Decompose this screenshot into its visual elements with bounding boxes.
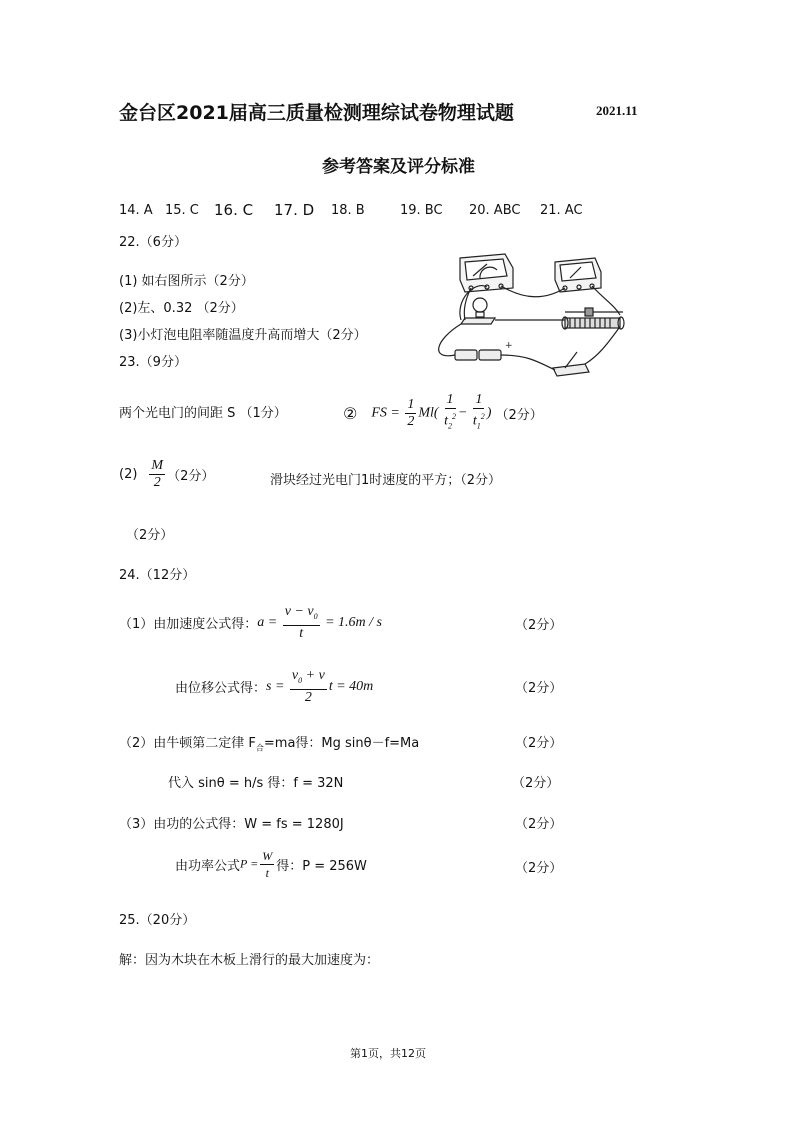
page-footer: 第1页，共12页 xyxy=(350,1047,426,1060)
q24-row-2-text: 由位移公式得： xyxy=(175,681,267,697)
q24-row-4: 代入 sinθ = h/s 得：f = 32N xyxy=(168,776,344,791)
q23-line-2b: 滑块经过光电门1时速度的平方；（2分） xyxy=(270,473,502,488)
mc-answer-17: 17. D xyxy=(274,201,315,219)
q22-heading: 22.（6分） xyxy=(119,235,187,250)
q23-formula-row xyxy=(343,392,543,434)
mc-answer-15: 15. C xyxy=(165,203,199,218)
mc-answer-19: 19. BC xyxy=(400,203,443,218)
switch-icon xyxy=(553,352,589,376)
q24-row-1-text: （1）由加速度公式得： xyxy=(119,617,258,633)
q24-formula-power: P = $\frac{W}{t}$ xyxy=(240,849,273,880)
ammeter-icon xyxy=(555,258,601,292)
svg-text:+: + xyxy=(505,341,513,351)
q23-item-number: ② xyxy=(343,403,358,423)
page-subtitle: 参考答案及评分标准 xyxy=(322,157,475,177)
circuit-diagram xyxy=(425,240,635,390)
q24-row-5-points: （2分） xyxy=(515,817,563,832)
q25-heading: 25.（20分） xyxy=(119,913,196,928)
mc-answer-18: 18. B xyxy=(331,203,365,218)
q24-row-1 xyxy=(119,604,382,642)
q24-row-2-points: （2分） xyxy=(515,681,563,696)
q22-line-3: (3)小灯泡电阻率随温度升高而增大（2分） xyxy=(119,328,367,343)
q23-line-2-prefix: (2) xyxy=(119,467,138,482)
q23-row-2 xyxy=(119,458,214,491)
mc-answer-20: 20. ABC xyxy=(469,203,521,218)
q24-row-4-points: （2分） xyxy=(512,776,560,791)
q23-formula: FS = $\frac{1}{2}$ Ml( $\frac{1}{t_2^2}$ − $\frac{1}{t_1^2}$ ) xyxy=(371,392,492,431)
q23-line-2-points: （2分） xyxy=(167,469,215,484)
q23-line-3: （2分） xyxy=(126,528,174,543)
q24-formula-displacement: s = $\frac{v_0 + v}{2}$ t = 40m xyxy=(266,668,374,705)
q25-line-1: 解：因为木块在木板上滑行的最大加速度为： xyxy=(119,953,380,968)
mc-answer-14: 14. A xyxy=(119,203,153,218)
q23-line-1a: 两个光电门的间距 S （1分） xyxy=(119,406,287,421)
q24-formula-acceleration: a = $\frac{v - v_0}{t}$ = 1.6m / s xyxy=(257,604,383,641)
page-title: 金台区2021届高三质量检测理综试卷物理试题 xyxy=(119,102,514,124)
q23-heading: 23.（9分） xyxy=(119,355,187,370)
q23-formula-m-over-2: $\frac{M}{2}$ xyxy=(151,458,164,490)
q22-line-2: (2)左、0.32 （2分） xyxy=(119,301,244,316)
q24-row-5: （3）由功的公式得：W = fs = 1280J xyxy=(119,817,344,832)
q24-row-1-points: （2分） xyxy=(515,618,563,633)
rheostat-icon xyxy=(562,308,624,329)
q24-row-6: 由功率公式 P = $\frac{W}{t}$ 得：P = 256W xyxy=(175,849,367,880)
mc-answer-16: 16. C xyxy=(214,201,254,219)
q24-row-3: （2）由牛顿第二定律 $F_合=ma$得：Mg sinθ－f=Ma xyxy=(119,736,420,753)
battery-icon xyxy=(455,350,501,360)
mc-answer-21: 21. AC xyxy=(540,203,583,218)
q24-heading: 24.（12分） xyxy=(119,568,196,583)
q24-row-6-points: （2分） xyxy=(515,861,563,876)
q22-line-1: (1) 如右图所示（2分） xyxy=(119,274,254,289)
exam-date: 2021.11 xyxy=(596,103,638,118)
q24-row-2 xyxy=(175,668,373,706)
q24-row-3-points: （2分） xyxy=(515,736,563,751)
q23-line-1b-points: （2分） xyxy=(495,407,543,423)
